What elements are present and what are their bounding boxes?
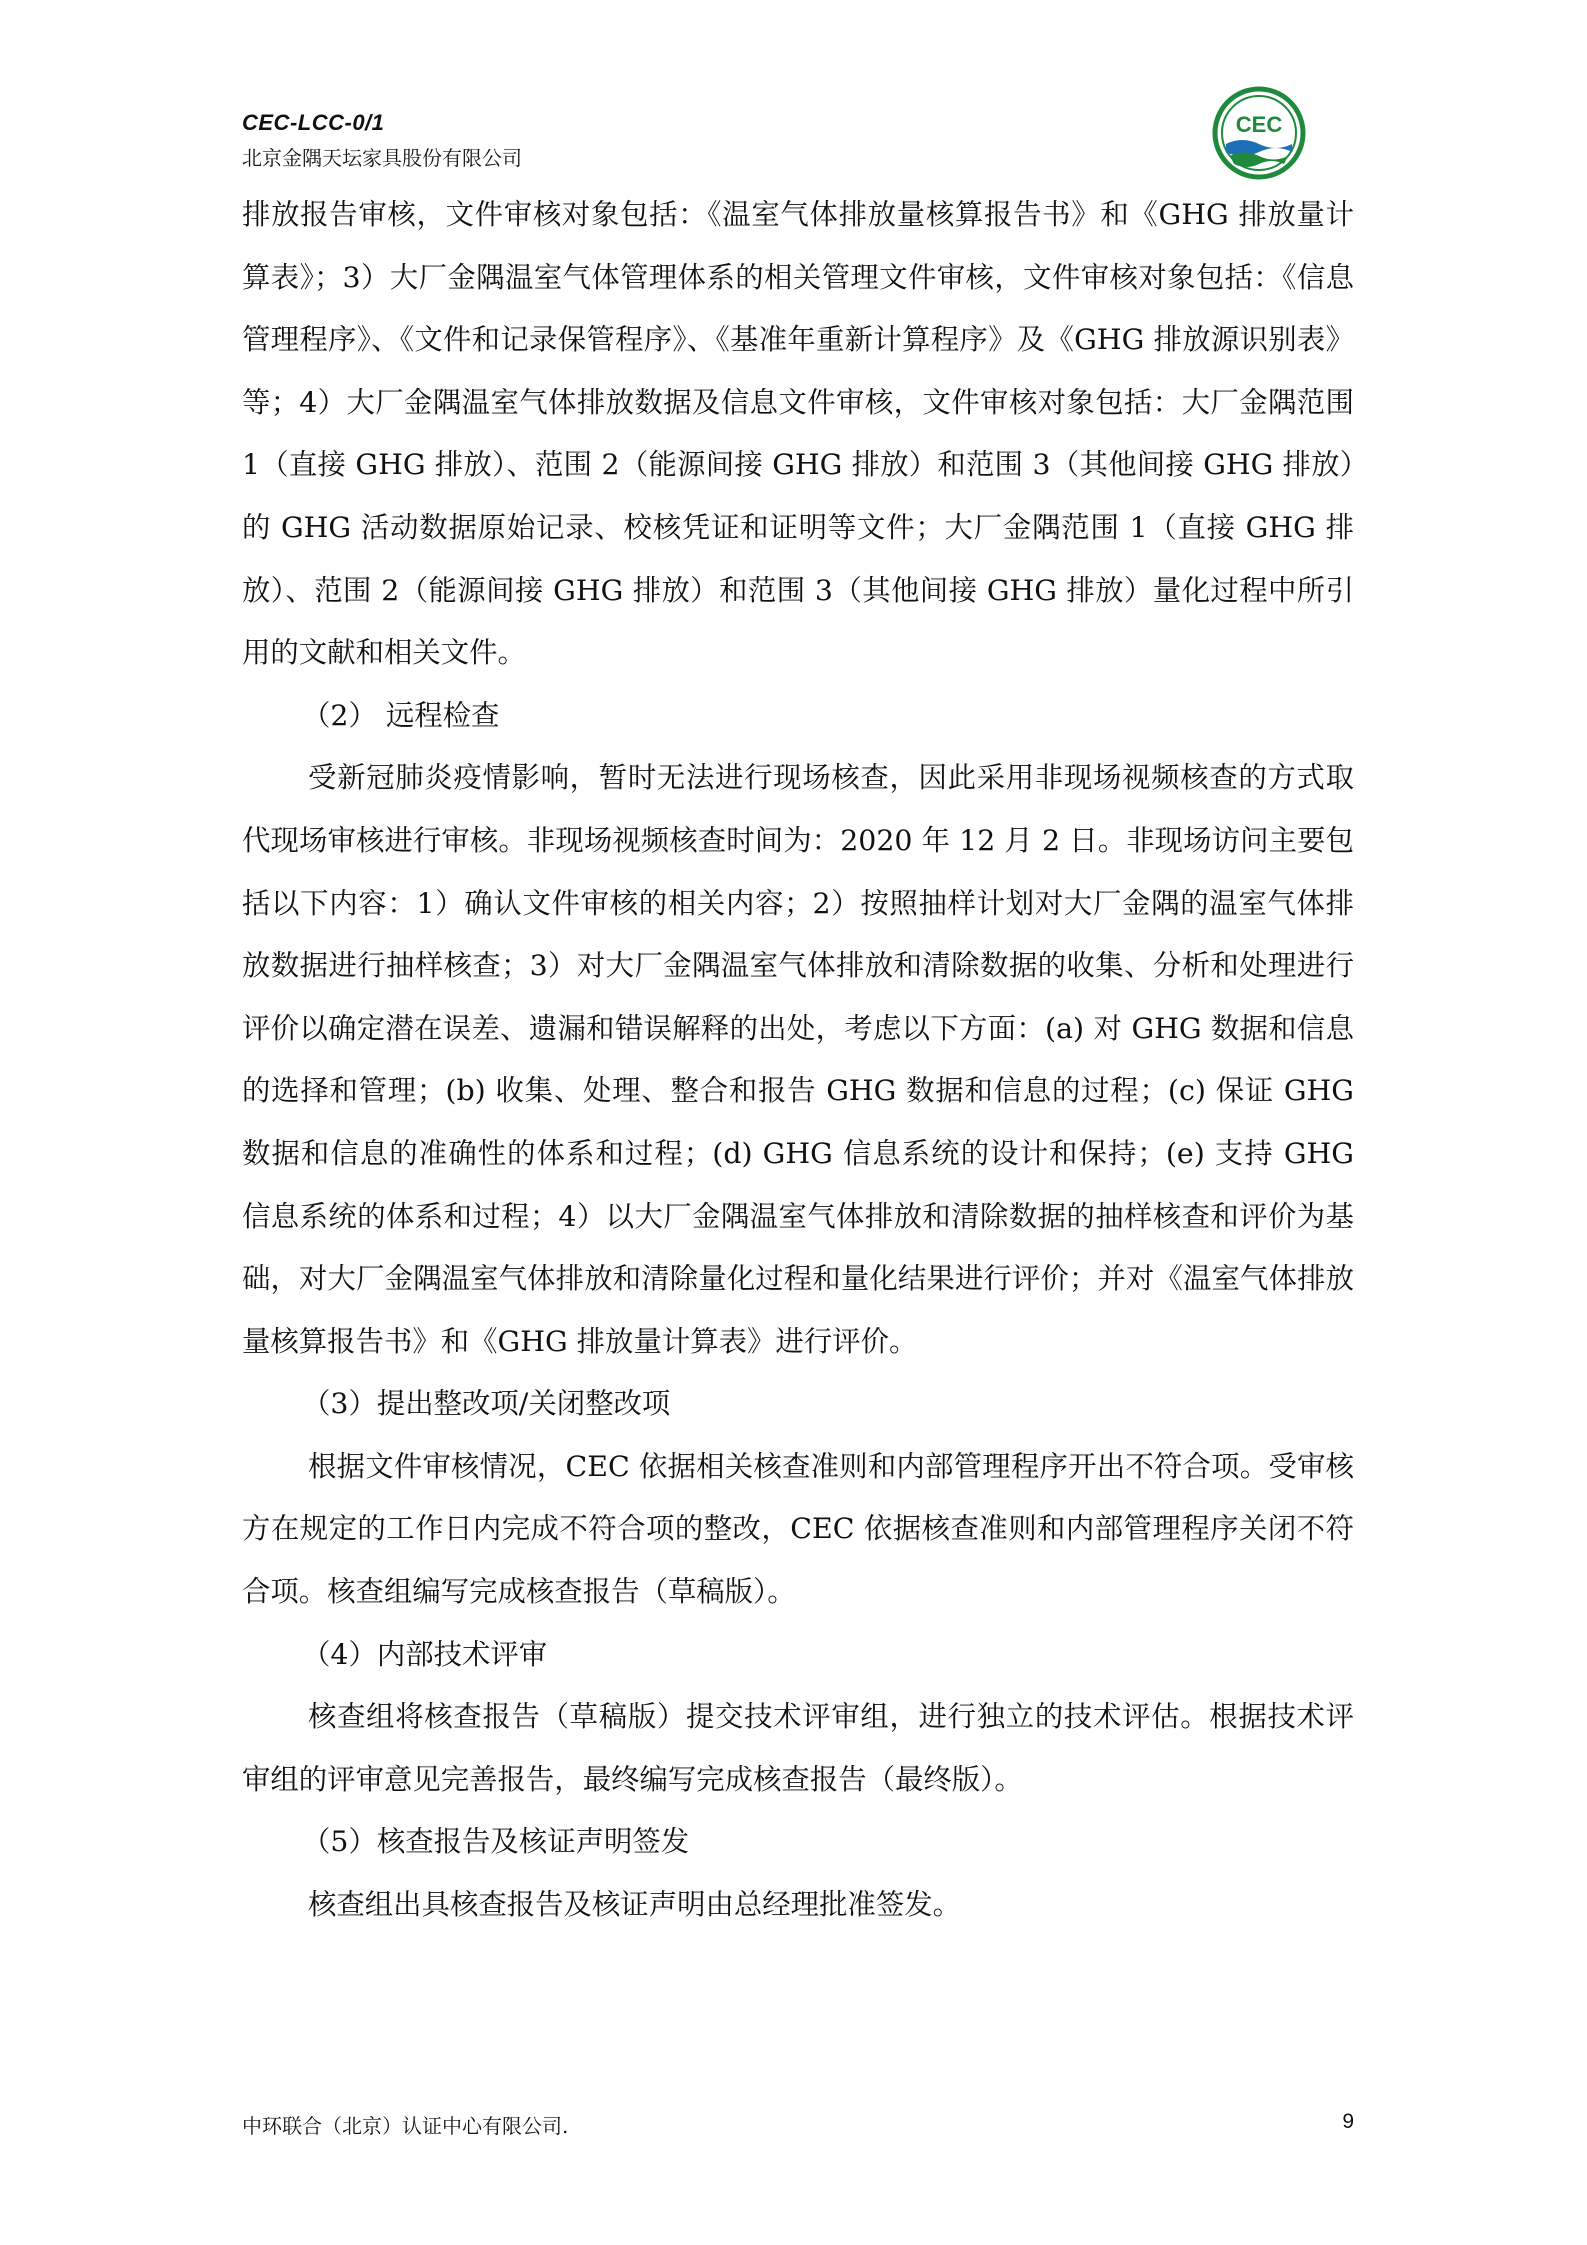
logo-text: CEC — [1235, 112, 1283, 137]
paragraph-remote-check: 受新冠肺炎疫情影响，暂时无法进行现场核查，因此采用非现场视频核查的方式取代现场审核进行审核。非现场视频核查时间为：2020 年 12 月 2 日。非现场访问主要包括以下内容：1）确认文件审核的相关内容；2）按照抽样计划对大厂金隅的温室气体排放数据进行抽样核查；3）对大厂金隅温室气体排放和清除数据的收集、分析和处理进行评价以确定潜在误差、遗漏和错误解释的出处，考虑以下方面：(a) 对 GHG 数据和信息的选择和管理；(b) 收集、处理、整合和报告 GHG 数据和信息的过程；(c) 保证 GHG 数据和信息的准确性的体系和过程；(d) GHG 信息系统的设计和保持；(e) 支持 GHG 信息系统的体系和过程；4）以大厂金隅温室气体排放和清除数据的抽样核查和评价为基础，对大厂金隅温室气体排放和清除量化过程和量化结果进行评价；并对《温室气体排放量核算报告书》和《GHG 排放量计算表》进行评价。 — [242, 761, 1354, 1358]
document-body — [242, 184, 1354, 1937]
footer-organization: 中环联合（北京）认证中心有限公司. — [242, 2114, 569, 2138]
paragraph-corrective-items: 根据文件审核情况，CEC 依据相关核查准则和内部管理程序开出不符合项。受审核方在规定的工作日内完成不符合项的整改，CEC 依据核查准则和内部管理程序关闭不符合项。核查组编写完成核查报告（草稿版）。 — [242, 1449, 1354, 1609]
paragraph-technical-review: 核查组将核查报告（草稿版）提交技术评审组，进行独立的技术评估。根据技术评审组的评审意见完善报告，最终编写完成核查报告（最终版）。 — [242, 1700, 1354, 1796]
cec-logo — [1212, 86, 1306, 180]
paragraph-continuation: 排放报告审核，文件审核对象包括：《温室气体排放量核算报告书》和《GHG 排放量计算表》；3）大厂金隅温室气体管理体系的相关管理文件审核，文件审核对象包括：《信息管理程序》、《文件和记录保管程序》、《基准年重新计算程序》及《GHG 排放源识别表》等；4）大厂金隅温室气体排放数据及信息文件审核，文件审核对象包括：大厂金隅范围 1（直接 GHG 排放）、范围 2（能源间接 GHG 排放）和范围 3（其他间接 GHG 排放）的 GHG 活动数据原始记录、校核凭证和证明等文件；大厂金隅范围 1（直接 GHG 排放）、范围 2（能源间接 GHG 排放）和范围 3（其他间接 GHG 排放）量化过程中所引用的文献和相关文件。 — [242, 198, 1354, 670]
section-heading-corrective-items: （3）提出整改项/关闭整改项 — [302, 1387, 671, 1421]
section-heading-remote-check: （2） 远程检查 — [302, 698, 500, 732]
paragraph-report-issuance: 核查组出具核查报告及核证声明由总经理批准签发。 — [308, 1888, 961, 1922]
page-footer — [242, 2110, 1354, 2140]
section-heading-report-issuance: （5）核查报告及核证声明签发 — [302, 1825, 690, 1859]
document-code: CEC-LCC-0/1 — [242, 110, 385, 135]
company-name: 北京金隅天坛家具股份有限公司 — [242, 146, 522, 170]
page-number: 9 — [1342, 2110, 1354, 2133]
section-heading-technical-review: （4）内部技术评审 — [302, 1637, 548, 1671]
